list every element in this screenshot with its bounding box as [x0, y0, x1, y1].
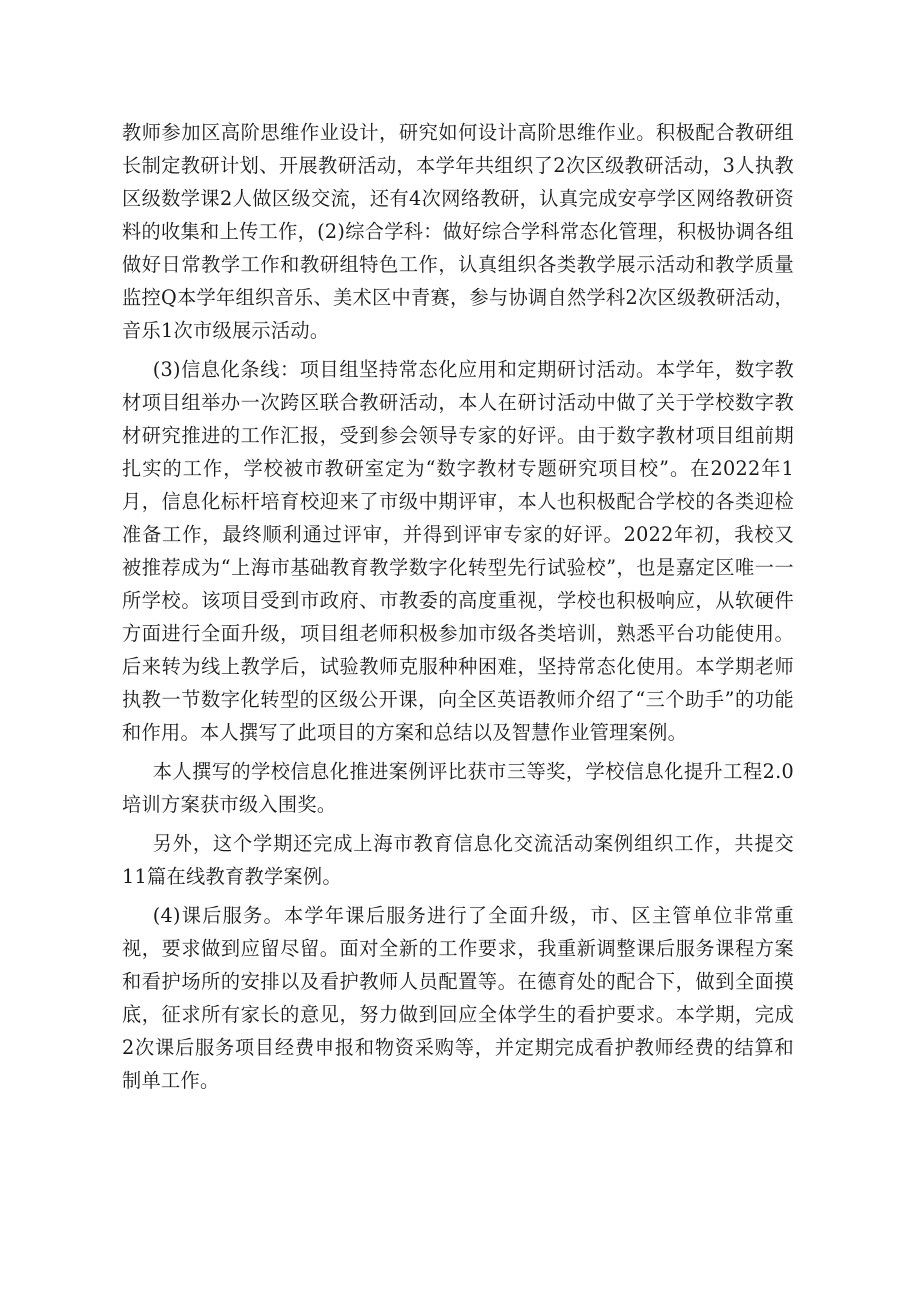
paragraph-after-school-service: (4)课后服务。本学年课后服务进行了全面升级，市、区主管单位非常重视，要求做到应留尽留。面对全新的工作要求，我重新调整课后服务课程方案和看护场所的安排以及看护教师人员配置等。在德育处的配合下，做到全面摸底，征求所有家长的意见，努力做到回应全体学生的看护要求。本学期，完成2次课后服务项目经费申报和物资采购等，并定期完成看护教师经费的结算和制单工作。 — [122, 904, 794, 1092]
paragraph-teaching-research: 教师参加区高阶思维作业设计，研究如何设计高阶思维作业。积极配合教研组长制定教研计划、开展教研活动，本学年共组织了2次区级教研活动，3人执教区级数学课2人做区级交流，还有4次网络教研，认真完成安亭学区网络教研资料的收集和上传工作，(2)综合学科：做好综合学科常态化管理，积极协调各组做好日常教学工作和教研组特色工作，认真组织各类教学展示活动和教学质量监控Q本学年组织音乐、美术区中青赛，参与协调自然学科2次区级教研活动，音乐1次市级展示活动。 — [122, 121, 794, 342]
document-body — [122, 116, 794, 1097]
paragraph-informatization: (3)信息化条线：项目组坚持常态化应用和定期研讨活动。本学年，数字教材项目组举办一次跨区联合教研活动，本人在研讨活动中做了关于学校数字教材研究推进的工作汇报，受到参会领导专家的好评。由于数字教材项目组前期扎实的工作，学校被市教研室定为“数字教材专题研究项目校”。在2022年1月，信息化标杆培育校迎来了市级中期评审，本人也积极配合学校的各类迎检准备工作，最终顺利通过评审，并得到评审专家的好评。2022年初，我校又被推荐成为“上海市基础教育教学数字化转型先行试验校”，也是嘉定区唯一一所学校。该项目受到市政府、市教委的高度重视，学校也积极响应，从软硬件方面进行全面升级，项目组老师积极参加市级各类培训，熟悉平台功能使用。后来转为线上教学后，试验教师克服种种困难，坚持常态化使用。本学期老师执教一节数字化转型的区级公开课，向全区英语教师介绍了“三个助手”的功能和作用。本人撰写了此项目的方案和总结以及智慧作业管理案例。 — [122, 358, 794, 744]
paragraph-award: 本人撰写的学校信息化推进案例评比获市三等奖，学校信息化提升工程2.0培训方案获市级入围奖。 — [122, 760, 794, 816]
paragraph-case-collection: 另外，这个学期还完成上海市教育信息化交流活动案例组织工作，共提交11篇在线教育教学案例。 — [122, 832, 794, 888]
